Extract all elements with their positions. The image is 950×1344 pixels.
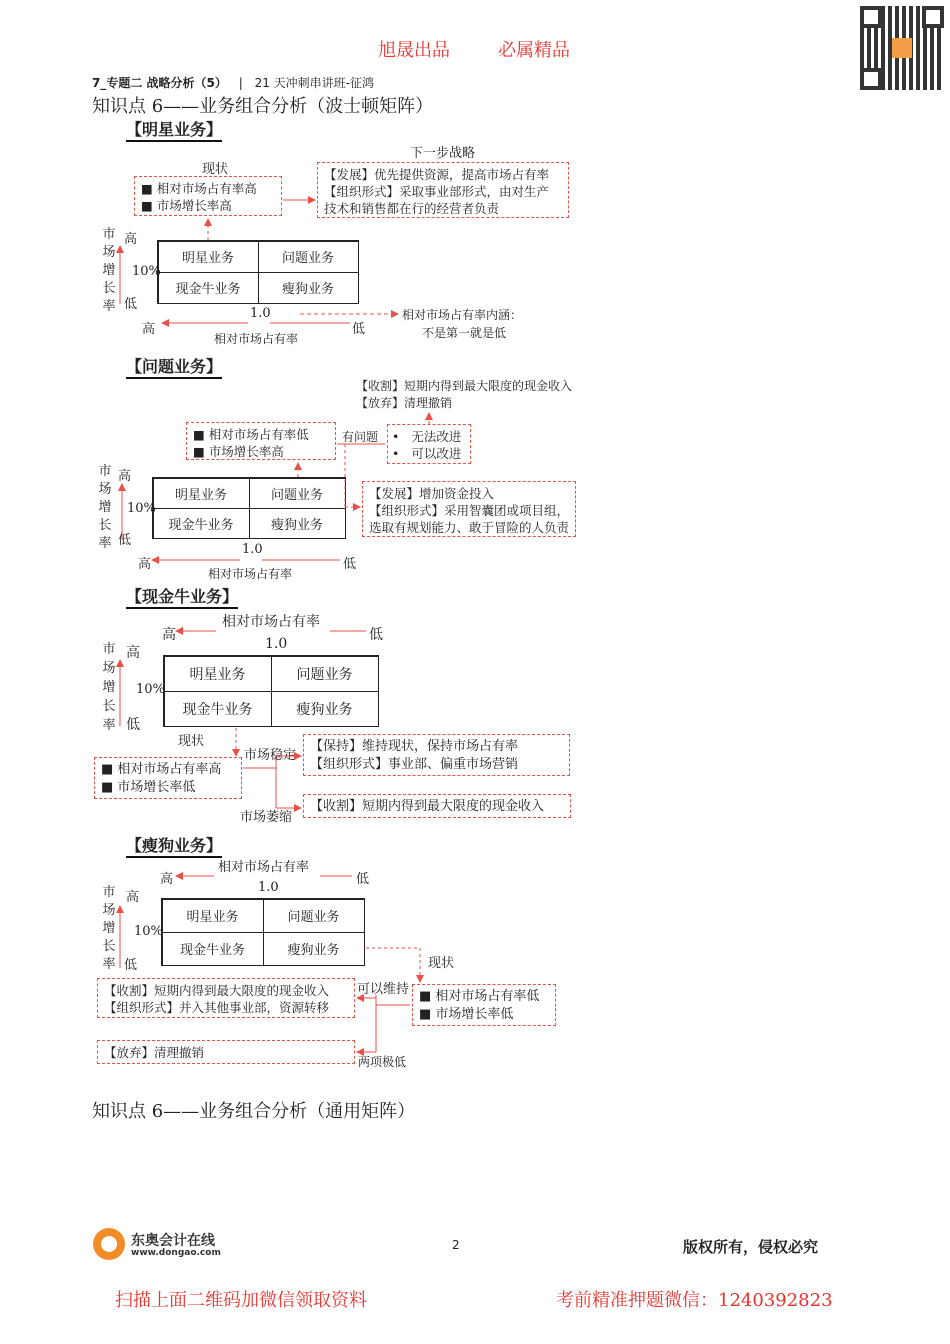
- both-low-label: 两项极低: [358, 1055, 407, 1069]
- star-status-label: 现状: [202, 162, 229, 177]
- footer-url: www.dongao.com: [131, 1248, 221, 1258]
- star-meaning: 相对市场占有率内涵： 不是第一就是低: [402, 308, 523, 340]
- x-low-2: 低: [343, 557, 357, 572]
- footer-brand: 东奥会计在线: [131, 1233, 215, 1249]
- course-title: 7_专题二 战略分析（5）: [92, 76, 227, 90]
- x-high-3: 高: [162, 627, 176, 643]
- x-one-1: 1.0: [250, 306, 271, 321]
- y-high-4: 高: [126, 890, 140, 905]
- y-ten-1: 10%: [132, 264, 161, 279]
- course-class: 21 天冲刺串讲班-征鸿: [254, 76, 375, 90]
- x-label-4: 相对市场占有率: [218, 860, 310, 875]
- x-one-4: 1.0: [258, 880, 279, 895]
- dog-harvest-box: 【收割】短期内得到最大限度的现金收入 【组织形式】并入其他事业部，资源转移: [97, 978, 355, 1018]
- cow-status-box: ■ 相对市场占有率高 ■ 市场增长率低: [94, 757, 242, 799]
- x-low-1: 低: [352, 322, 366, 337]
- can-maintain-label: 可以维持: [357, 982, 410, 997]
- cow-status-label: 现状: [178, 734, 205, 749]
- y-ten-4: 10%: [134, 924, 163, 939]
- y-axis-label-4: 市 场 增 长 率: [102, 885, 116, 972]
- cell-question: 问题业务: [263, 899, 365, 933]
- next-strategy-label: 下一步战略: [410, 146, 476, 161]
- cell-cow: 现金牛业务: [164, 691, 272, 727]
- heading-boston-matrix: 知识点 6——业务组合分析（波士顿矩阵）: [92, 96, 434, 117]
- heading-ge-matrix: 知识点 6——业务组合分析（通用矩阵）: [92, 1101, 416, 1122]
- x-high-4: 高: [160, 872, 174, 887]
- y-low-1: 低: [124, 297, 138, 312]
- x-label-1: 相对市场占有率: [214, 332, 299, 346]
- x-one-3: 1.0: [265, 636, 288, 652]
- page-number: 2: [452, 1238, 460, 1252]
- cell-dog: 瘦狗业务: [249, 508, 346, 539]
- y-ten-3: 10%: [136, 682, 165, 697]
- banner-right: 必属精品: [498, 40, 570, 61]
- dongao-logo-icon: [93, 1228, 125, 1260]
- dog-status-box: ■ 相对市场占有率低 ■ 市场增长率低: [412, 984, 556, 1026]
- y-ten-2: 10%: [127, 501, 156, 516]
- y-high-3: 高: [126, 645, 140, 661]
- cow-harvest-box: 【收割】短期内得到最大限度的现金收入: [303, 794, 571, 818]
- x-low-3: 低: [369, 627, 383, 643]
- y-axis-label-1: 市 场 增 长 率: [102, 227, 116, 314]
- cell-star: 明星业务: [162, 899, 264, 933]
- dog-abandon-box: 【放弃】清理撤销: [97, 1040, 355, 1064]
- market-shrink-label: 市场萎缩: [240, 810, 293, 825]
- y-high-1: 高: [124, 232, 138, 247]
- cow-keep-box: 【保持】维持现状，保持市场占有率 【组织形式】事业部、偏重市场营销: [303, 734, 570, 776]
- cell-dog: 瘦狗业务: [263, 932, 365, 966]
- x-one-2: 1.0: [242, 542, 263, 557]
- cell-cow: 现金牛业务: [162, 932, 264, 966]
- cell-star: 明星业务: [164, 656, 272, 692]
- banner-left: 旭晟出品: [378, 40, 450, 61]
- x-label-2: 相对市场占有率: [208, 567, 293, 581]
- cell-question: 问题业务: [271, 656, 379, 692]
- y-low-4: 低: [124, 958, 138, 973]
- dog-status-label: 现状: [428, 956, 455, 971]
- y-axis-label-3: 市 场 增 长 率: [102, 642, 116, 733]
- wechat-note: 考前精准押题微信：1240392823: [556, 1290, 833, 1311]
- question-status-box: ■ 相对市场占有率低 ■ 市场增长率高: [186, 422, 336, 460]
- question-develop-box: 【发展】增加资金投入 【组织形式】采用智囊团或项目组， 选取有规划能力、敢于冒险的人负责: [362, 481, 576, 537]
- cell-cow: 现金牛业务: [153, 508, 250, 539]
- cell-question: 问题业务: [258, 241, 359, 273]
- y-low-3: 低: [126, 717, 140, 733]
- copyright: 版权所有，侵权必究: [683, 1238, 819, 1256]
- cell-cow: 现金牛业务: [158, 272, 259, 304]
- question-options-box: • 无法改进 • 可以改进: [387, 424, 471, 464]
- market-stable-label: 市场稳定: [244, 748, 297, 763]
- cell-star: 明星业务: [153, 478, 250, 509]
- cell-dog: 瘦狗业务: [271, 691, 379, 727]
- x-low-4: 低: [356, 872, 370, 887]
- x-high-2: 高: [138, 557, 152, 572]
- y-axis-label-2: 市 场 增 长 率: [98, 464, 112, 551]
- section-title-dog: 【瘦狗业务】: [126, 833, 222, 856]
- y-high-2: 高: [118, 469, 132, 484]
- x-high-1: 高: [142, 322, 156, 337]
- star-status-box: ■ 相对市场占有率高 ■ 市场增长率高: [134, 176, 282, 216]
- has-issue-label: 有问题: [342, 430, 379, 444]
- cell-dog: 瘦狗业务: [258, 272, 359, 304]
- y-low-2: 低: [118, 533, 132, 548]
- section-title-star: 【明星业务】: [126, 117, 222, 140]
- section-title-cow: 【现金牛业务】: [126, 584, 238, 607]
- question-top-strategy: 【收割】短期内得到最大限度的现金收入 【放弃】清理撤销: [356, 379, 573, 410]
- section-title-question: 【问题业务】: [126, 354, 222, 377]
- x-label-3: 相对市场占有率: [222, 614, 320, 630]
- scan-qr-note: 扫描上面二维码加微信领取资料: [115, 1290, 367, 1311]
- cell-star: 明星业务: [158, 241, 259, 273]
- course-separator: |: [238, 76, 243, 90]
- cell-question: 问题业务: [249, 478, 346, 509]
- star-strategy-box: 【发展】优先提供资源，提高市场占有率 【组织形式】采取事业部形式，由对生产 技术和销售都在行的经营者负责: [317, 162, 569, 218]
